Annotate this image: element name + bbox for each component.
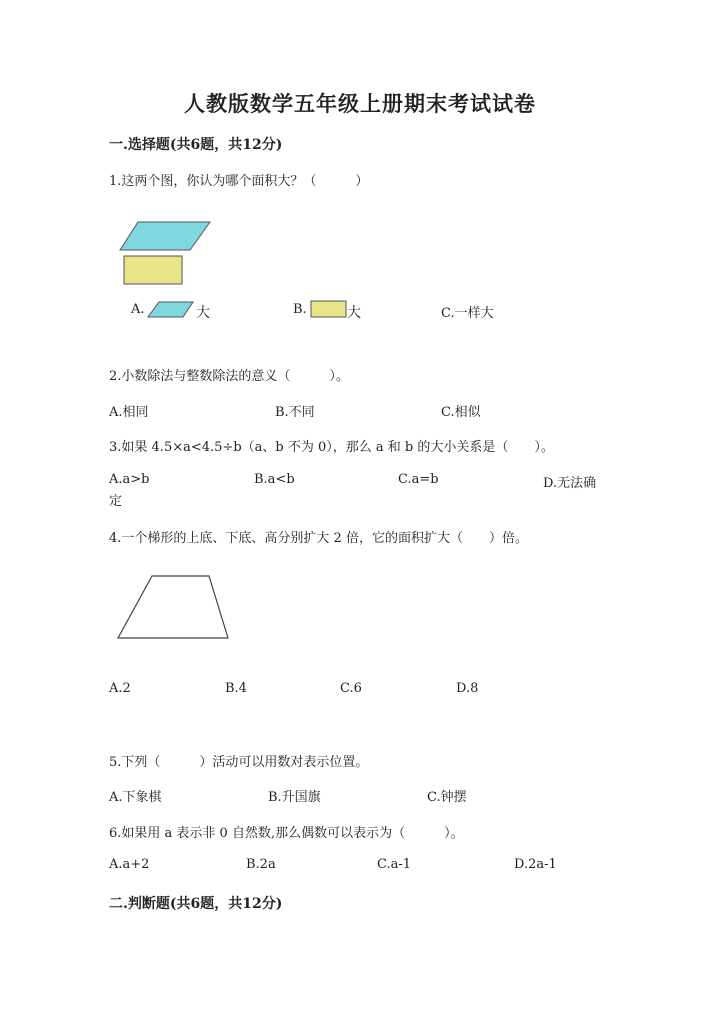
q4-trapezoid-figure: [116, 574, 232, 642]
q1-figure: [118, 218, 218, 290]
question-3: 3.如果 4.5×a<4.5÷b（a、b 不为 0），那么 a 和 b 的大小关系是（ ）。: [109, 440, 554, 455]
q4-option-b[interactable]: B.4: [225, 681, 247, 696]
q4-option-a[interactable]: A.2: [109, 681, 131, 696]
question-5: 5.下列（ ）活动可以用数对表示位置。: [109, 755, 369, 770]
q5-option-b[interactable]: B.升国旗: [268, 790, 321, 805]
q4-option-d[interactable]: D.8: [456, 681, 479, 696]
q3-option-d-wrap: 定: [109, 494, 123, 509]
q6-option-c[interactable]: C.a-1: [377, 857, 412, 872]
q1-rectangle: [124, 256, 182, 284]
q3-option-b[interactable]: B.a<b: [254, 472, 295, 487]
q1-option-c[interactable]: C.一样大: [441, 306, 494, 321]
q1-option-b[interactable]: B.: [293, 302, 307, 317]
q4-option-c[interactable]: C.6: [340, 681, 362, 696]
q1-option-b-rectangle: [310, 300, 348, 320]
q1-option-a-parallelogram: [147, 301, 195, 319]
q1-option-b-suffix: 大: [347, 305, 361, 321]
q6-option-b[interactable]: B.2a: [246, 857, 276, 872]
q1-parallelogram: [120, 222, 210, 250]
q3-option-d[interactable]: D.无法确: [543, 476, 597, 491]
q3-option-a[interactable]: A.a>b: [109, 472, 150, 487]
q6-option-d[interactable]: D.2a-1: [514, 857, 557, 872]
section-heading-judgement: 二.判断题(共6题，共12分): [109, 896, 283, 912]
q2-option-b[interactable]: B.不同: [275, 405, 315, 420]
page-title: 人教版数学五年级上册期末考试试卷: [184, 91, 536, 116]
q5-option-a[interactable]: A.下象棋: [109, 790, 162, 805]
question-4: 4.一个梯形的上底、下底、高分别扩大 2 倍，它的面积扩大（ ）倍。: [109, 531, 528, 546]
q2-option-c[interactable]: C.相似: [441, 405, 481, 420]
section-heading-choice: 一.选择题(共6题，共12分): [109, 137, 283, 153]
q1-option-a[interactable]: A.: [131, 302, 145, 317]
question-6: 6.如果用 a 表示非 0 自然数,那么偶数可以表示为（ ）。: [109, 826, 464, 841]
q6-option-a[interactable]: A.a+2: [109, 857, 150, 872]
q2-option-a[interactable]: A.相同: [109, 405, 149, 420]
question-2: 2.小数除法与整数除法的意义（ ）。: [109, 369, 349, 384]
q3-option-c[interactable]: C.a=b: [398, 472, 439, 487]
q5-option-c[interactable]: C.钟摆: [427, 790, 467, 805]
question-1: 1.这两个图，你认为哪个面积大？（ ）: [109, 174, 369, 189]
q1-option-a-suffix: 大: [196, 305, 210, 321]
